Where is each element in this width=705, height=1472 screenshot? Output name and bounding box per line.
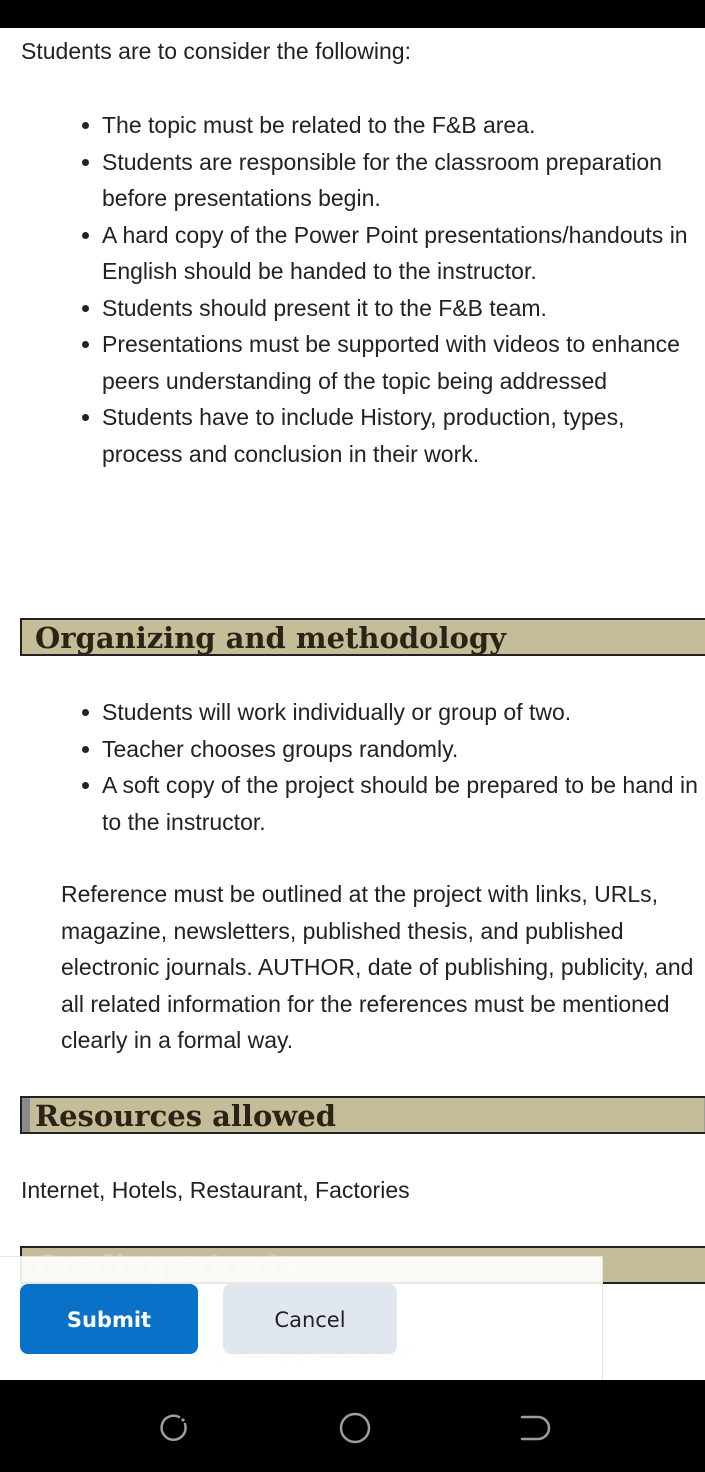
reference-paragraph: Reference must be outlined at the project with links, URLs, magazine, newsletters, published thesis, and published electronic journals. AUTHOR, date of publishing, publicity, and all related information for the references must be mentioned clearly in a formal way. bbox=[61, 881, 694, 1054]
home-icon[interactable] bbox=[337, 1410, 373, 1446]
list-item: Teacher chooses groups randomly. bbox=[102, 731, 702, 768]
submit-button[interactable]: Submit bbox=[20, 1284, 198, 1354]
back-icon[interactable] bbox=[516, 1410, 552, 1446]
list-item: The topic must be related to the F&B area. bbox=[102, 107, 702, 144]
list-item: Students are responsible for the classroom preparation before presentations begin. bbox=[102, 144, 702, 217]
list-item: A hard copy of the Power Point presentations/handouts in English should be handed to the instructor. bbox=[102, 217, 702, 290]
document-content[interactable] bbox=[0, 28, 705, 1380]
recents-icon[interactable] bbox=[157, 1410, 193, 1446]
cancel-button[interactable]: Cancel bbox=[223, 1284, 397, 1354]
status-bar bbox=[0, 0, 705, 28]
intro-text: Students are to consider the following: bbox=[21, 38, 411, 64]
list-item: A soft copy of the project should be prepared to be hand in to the instructor. bbox=[102, 767, 702, 840]
list-item: Students should present it to the F&B team. bbox=[102, 290, 702, 327]
list-item: Students have to include History, production, types, process and conclusion in their work. bbox=[102, 399, 702, 472]
list-item: Students will work individually or group of two. bbox=[102, 694, 702, 731]
organizing-list bbox=[102, 694, 702, 840]
list-item: Presentations must be supported with videos to enhance peers understanding of the topic being addressed bbox=[102, 326, 702, 399]
resources-heading-text: Resources allowed bbox=[35, 1099, 336, 1133]
header-left-marker bbox=[22, 1098, 30, 1132]
considerations-list bbox=[102, 107, 702, 472]
resources-text: Internet, Hotels, Restaurant, Factories bbox=[21, 1177, 410, 1203]
system-nav-bar bbox=[0, 1380, 705, 1472]
organizing-heading: Organizing and methodology bbox=[20, 618, 705, 656]
resources-heading bbox=[20, 1096, 705, 1134]
